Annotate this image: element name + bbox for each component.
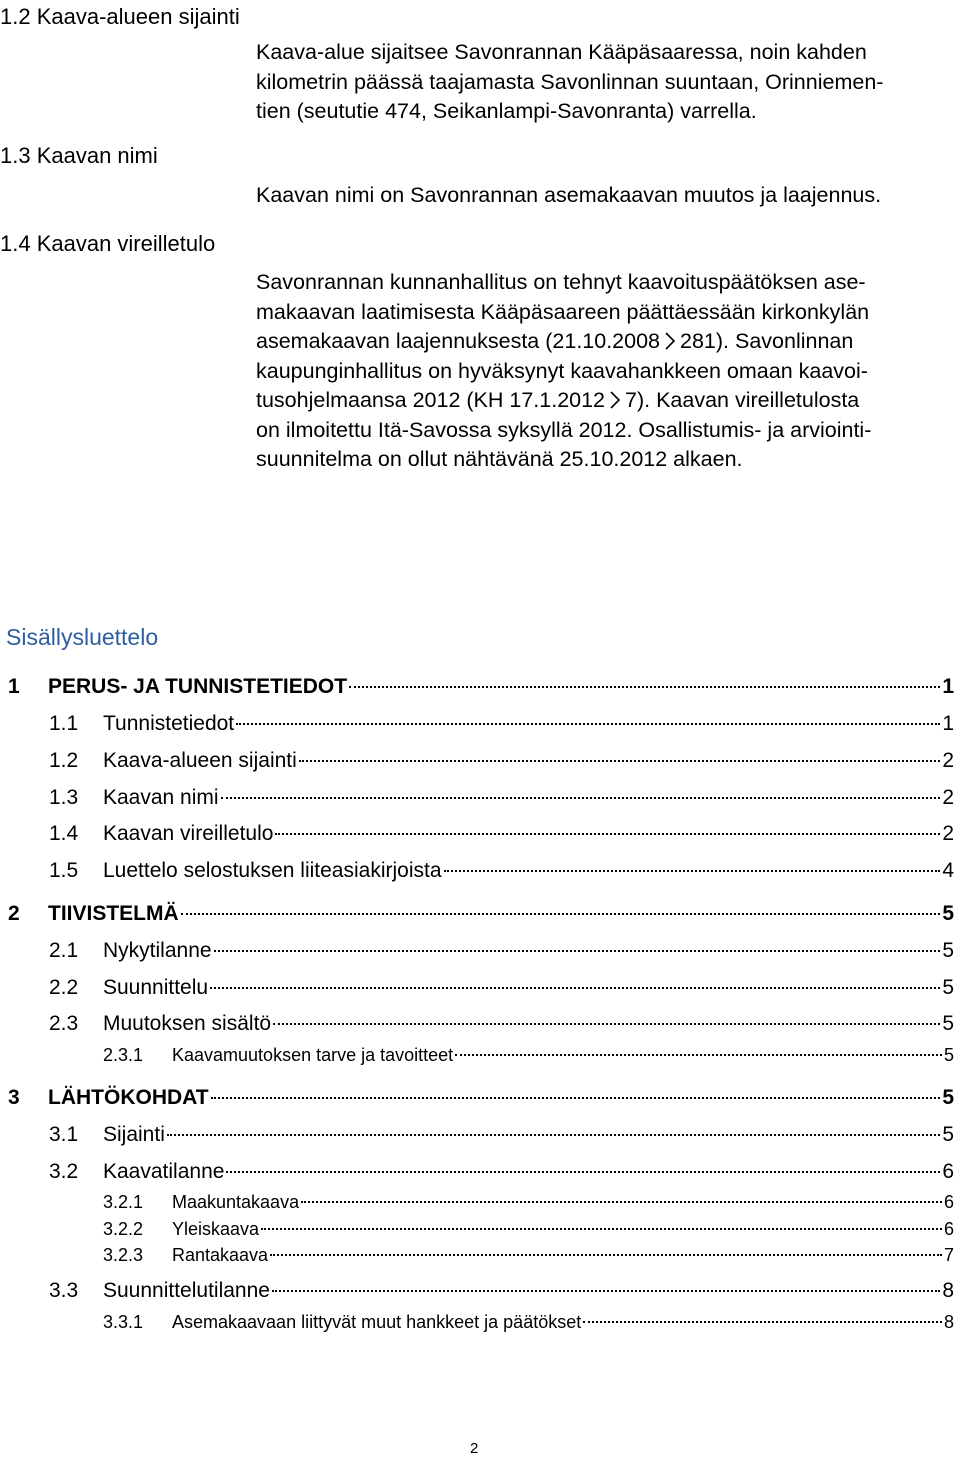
toc-entry[interactable]: 3.3.1 Asemakaavaan liittyvät muut hankkeet ja päätökset 8: [103, 1312, 954, 1332]
toc-entry[interactable]: 1.3 Kaavan nimi 2: [49, 786, 954, 809]
body-line: kilometrin päässä taajamasta Savonlinnan suuntaan, Orinniemen-: [256, 69, 884, 94]
paragraph-reference-icon: [664, 332, 676, 350]
toc-entry[interactable]: 1.1 Tunnistetiedot 1: [49, 712, 954, 735]
body-line: Kaava-alue sijaitsee Savonrannan Kääpäsaaressa, noin kahden: [256, 40, 867, 64]
toc-entry[interactable]: 3.3 Suunnittelutilanne 8: [49, 1279, 954, 1302]
toc-leader-dots: [272, 1290, 940, 1292]
toc-leader-dots: [275, 833, 940, 835]
toc-leader-dots: [210, 987, 940, 989]
section-1-2-body: [256, 38, 883, 127]
toc-leader-dots: [261, 1228, 942, 1230]
toc-entry[interactable]: 3.2.3 Rantakaava 7: [103, 1245, 954, 1265]
toc-entry[interactable]: 3.2.2 Yleiskaava 6: [103, 1219, 954, 1239]
toc-entry[interactable]: 2.3.1 Kaavamuutoksen tarve ja tavoitteet 5: [103, 1045, 954, 1065]
body-line: tien (seututie 474, Seikanlampi-Savonranta) varrella.: [256, 99, 757, 123]
section-heading-1-2: 1.2 Kaava-alueen sijainti: [0, 4, 240, 29]
toc-leader-dots: [444, 870, 941, 872]
toc-leader-dots: [583, 1321, 942, 1323]
paragraph-reference-icon: [609, 391, 621, 409]
toc-entry[interactable]: 2.3 Muutoksen sisältö 5: [49, 1012, 954, 1035]
toc-leader-dots: [221, 797, 941, 799]
body-line: Savonrannan kunnanhallitus on tehnyt kaavoituspäätöksen ase-: [256, 270, 866, 294]
toc-entry[interactable]: 3 LÄHTÖKOHDAT 5: [8, 1086, 954, 1109]
toc-entry[interactable]: 1.5 Luettelo selostuksen liiteasiakirjoista 4: [49, 859, 954, 882]
section-1-4-body: [256, 268, 871, 475]
toc-leader-dots: [226, 1171, 940, 1173]
toc-leader-dots: [455, 1054, 942, 1056]
toc-entry[interactable]: 2 TIIVISTELMÄ 5: [8, 902, 954, 925]
section-heading-1-4: 1.4 Kaavan vireilletulo: [0, 231, 216, 256]
body-line: on ilmoitettu Itä-Savossa syksyllä 2012. Osallistumis- ja arviointi-: [256, 417, 872, 442]
toc-leader-dots: [301, 1201, 942, 1203]
section-1-3-body: [256, 181, 881, 211]
body-line: suunnitelma on ollut nähtävänä 25.10.2012 alkaen.: [256, 447, 743, 471]
body-line: Kaavan nimi on Savonrannan asemakaavan muutos ja laajennus.: [256, 183, 882, 207]
toc-leader-dots: [273, 1023, 940, 1025]
toc-entry[interactable]: 3.2 Kaavatilanne 6: [49, 1160, 954, 1183]
toc-leader-dots: [270, 1254, 942, 1256]
section-heading-1-3: 1.3 Kaavan nimi: [0, 143, 158, 168]
toc-entry[interactable]: 1 PERUS- JA TUNNISTETIEDOT 1: [8, 675, 954, 698]
toc-entry[interactable]: 3.2.1 Maakuntakaava 6: [103, 1192, 954, 1212]
toc-entry[interactable]: 1.4 Kaavan vireilletulo 2: [49, 822, 954, 845]
toc-entry[interactable]: 3.1 Sijainti 5: [49, 1123, 954, 1146]
body-line: tusohjelmaansa 2012 (KH 17.1.2012 7). Kaavan vireilletulosta: [256, 388, 860, 412]
toc-leader-dots: [167, 1134, 940, 1136]
toc-entry[interactable]: 1.2 Kaava-alueen sijainti 2: [49, 749, 954, 772]
toc-leader-dots: [349, 686, 940, 688]
body-line: kaupunginhallitus on hyväksynyt kaavahankkeen omaan kaavoi-: [256, 358, 868, 383]
toc-leader-dots: [214, 950, 941, 952]
toc-title: Sisällysluettelo: [6, 624, 159, 650]
body-line: asemakaavan laajennuksesta (21.10.2008 281). Savonlinnan: [256, 329, 854, 353]
toc-leader-dots: [236, 723, 940, 725]
toc-leader-dots: [181, 913, 941, 915]
toc-leader-dots: [299, 760, 941, 762]
toc-entry[interactable]: 2.1 Nykytilanne 5: [49, 939, 954, 962]
toc-entry[interactable]: 2.2 Suunnittelu 5: [49, 976, 954, 999]
page-number: 2: [470, 1440, 479, 1457]
toc-leader-dots: [211, 1097, 941, 1099]
body-line: makaavan laatimisesta Kääpäsaareen päättäessään kirkonkylän: [256, 299, 870, 324]
